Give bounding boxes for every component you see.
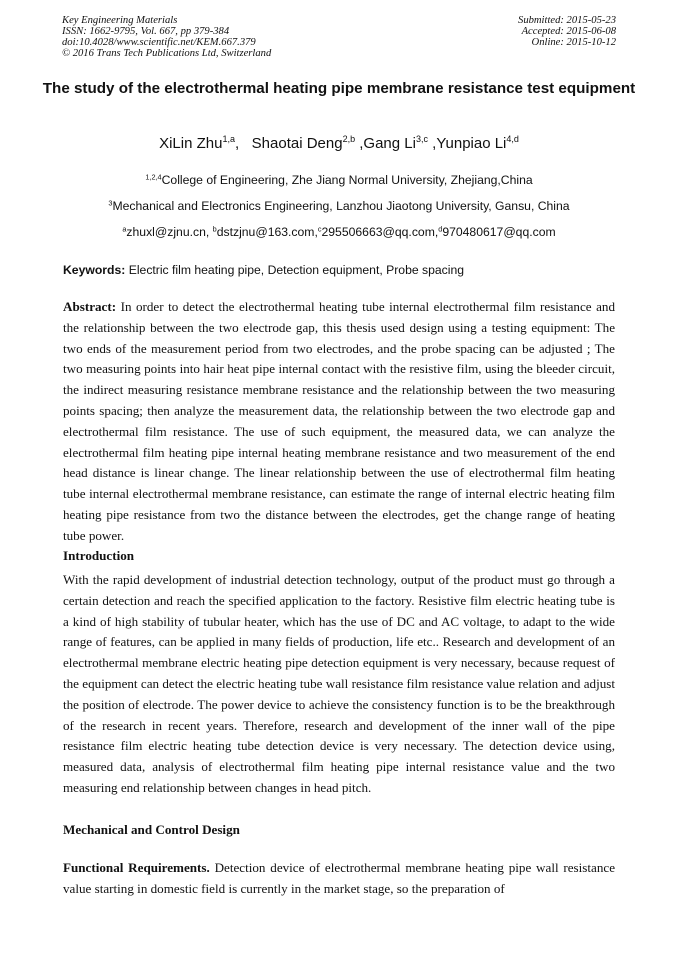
email-list — [0, 224, 678, 240]
author-name: XiLin Zhu — [159, 135, 223, 152]
author-sup: 2,b — [342, 134, 356, 145]
author-separator: , — [355, 135, 364, 152]
affiliation-text: Mechanical and Electronics Engineering, Lanzhou Jiaotong University, Gansu, China — [112, 199, 570, 213]
keywords-label: Keywords: — [63, 263, 126, 277]
affiliation — [0, 198, 678, 214]
email-link[interactable]: zhuxl@zjnu.cn, — [126, 225, 213, 239]
keywords — [63, 262, 464, 278]
online-date: Online: 2015-10-12 — [531, 37, 616, 48]
functional-requirements-text: Detection device of electrothermal membrane heating pipe wall resistance value starting in domestic field is currently in the market stage, so the preparation of — [63, 860, 616, 896]
author-separator: , — [234, 135, 248, 152]
affiliation-text: College of Engineering, Zhe Jiang Normal University, Zhejiang,China — [161, 173, 533, 187]
doi: doi:10.4028/www.scientific.net/KEM.667.379 — [62, 37, 256, 48]
author-sup: 3,c — [415, 134, 428, 145]
affiliation-sup: 3 — [108, 198, 113, 208]
journal-header-right — [518, 15, 616, 48]
copyright: © 2016 Trans Tech Publications Ltd, Switzerland — [62, 48, 272, 59]
author-name: Gang Li — [363, 135, 416, 152]
author-name: Yunpiao Li — [436, 135, 507, 152]
author-separator: , — [427, 135, 437, 152]
email-link[interactable]: dstzjnu@163.com, — [216, 225, 318, 239]
subsection-heading-functional: Functional Requirements. — [63, 860, 210, 875]
journal-name: Key Engineering Materials — [62, 15, 178, 26]
paper-title: The study of the electrothermal heating pipe membrane resistance test equipment — [42, 80, 636, 97]
author-sup: 1,a — [222, 134, 235, 145]
keywords-text: Electric film heating pipe, Detection equipment, Probe spacing — [125, 263, 465, 277]
email-sup: a — [122, 224, 127, 234]
email-sup: b — [212, 224, 217, 234]
submitted-date: Submitted: 2015-05-23 — [518, 15, 616, 26]
affiliation-sup: 1,2,4 — [145, 172, 162, 182]
email-link[interactable]: 295506663@qq.com, — [321, 225, 439, 239]
abstract — [63, 297, 615, 547]
author-sup: 4,d — [506, 134, 519, 145]
journal-header-left — [62, 15, 271, 59]
accepted-date: Accepted: 2015-06-08 — [521, 26, 616, 37]
section-heading-introduction: Introduction — [63, 548, 135, 563]
author-name: Shaotai Deng — [251, 135, 343, 152]
email-sup: d — [438, 224, 443, 234]
issn-volume: ISSN: 1662-9795, Vol. 667, pp 379-384 — [62, 26, 230, 37]
introduction-paragraph: With the rapid development of industrial detection technology, output of the product must go through a certain detection and reach the specified application to the factory. Resistive film electric heating tube is a kind of high stability of tubular heater, which has the use of DC and AC voltage, to adapt to the wide range of features, can be applied in many fields of production, life etc.. Research and development of an electrothermal membrane electric heating pipe detection equipment is very necessary, because request of the equipment can detect the electric heating tube wall resistance film resistance value relation and adjust the position of electrode. The power device to achieve the consistency function is to be the breakthrough of the research in recent years. Therefore, research and development of the inner wall of the pipe resistance film electric heating tube detection device is very necessary. The detection device using, measured data, analysis of electrothermal film heating pipe internal resistance value and the two measuring end relationship between changes in head pitch. — [63, 572, 615, 795]
author-list — [0, 134, 678, 154]
affiliation — [0, 172, 678, 188]
email-link[interactable]: 970480617@qq.com — [442, 225, 556, 239]
abstract-label: Abstract: — [63, 299, 117, 314]
section-heading-mechanical: Mechanical and Control Design — [63, 822, 240, 837]
functional-requirements-paragraph — [63, 858, 615, 900]
email-sup: c — [317, 224, 322, 234]
abstract-text: In order to detect the electrothermal heating tube internal electrothermal film resistance and the relationship between the two electrode gap, this thesis used design using a testing equipment: The two ends of the measurement period from two electrodes, and the probe spacing can be adjusted ; The two measuring points into hair heat pipe internal contact with the resistive film, using the bleeder circuit, the indirect measuring resistance membrane resistance and the relationship between the two measuring points spacing; then analyze the measurement data, the relationship between the two electrode gap and electrothermal film resistance. The use of such equipment, the measured data, we can analyze the electrothermal film heating pipe internal heating membrane resistance and two measurement of the end head distance is linear change. The linear relationship between the use of electrothermal film heating tube internal electrothermal membrane resistance, can estimate the range of internal electric heating film heating pipe resistance from two the distance between the electrodes, get the change range of heating tube power. — [63, 299, 615, 543]
